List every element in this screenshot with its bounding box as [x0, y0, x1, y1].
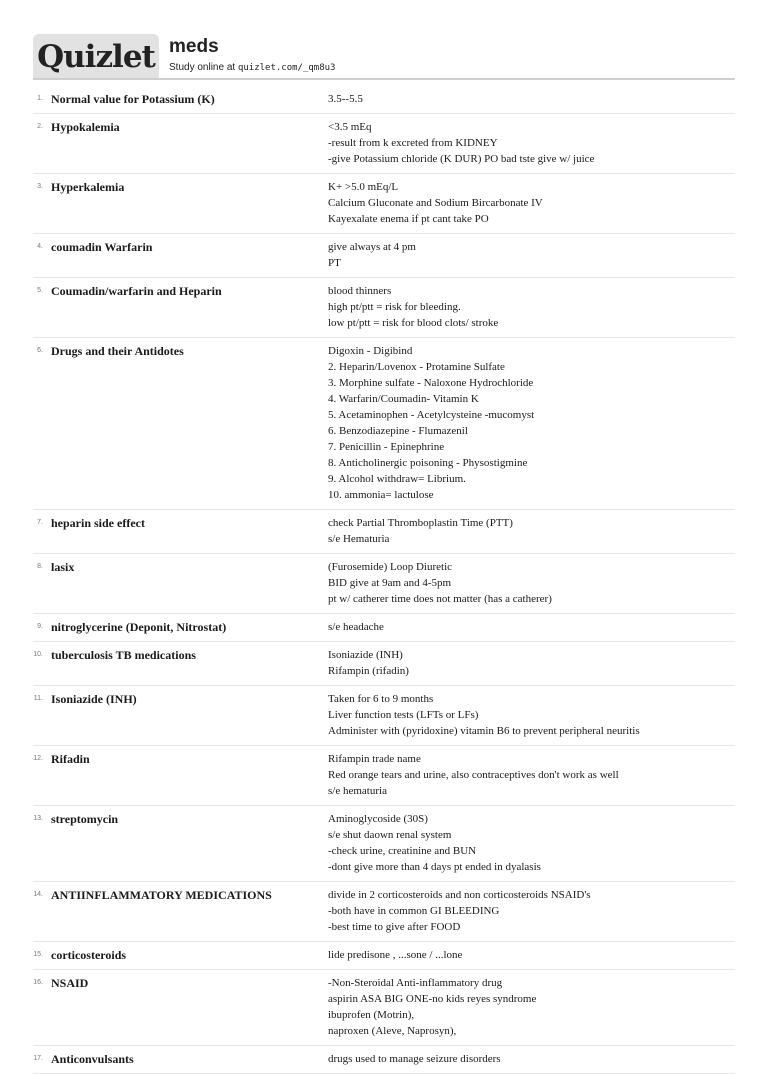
set-title: meds — [169, 36, 219, 57]
definition-line: -check urine, creatinine and BUN — [328, 845, 477, 857]
definition-line: 10. ammonia= lactulose — [328, 489, 434, 501]
flashcard-row — [33, 114, 735, 174]
definition-line: low pt/ptt = risk for blood clots/ stroke — [328, 317, 499, 329]
flashcard-row — [33, 614, 735, 642]
card-term: Drugs and their Antidotes — [51, 344, 184, 358]
card-term: Normal value for Potassium (K) — [51, 92, 215, 106]
definition-line: Administer with (pyridoxine) vitamin B6 to prevent peripheral neuritis — [328, 725, 640, 737]
card-definition — [328, 975, 735, 1039]
definition-line: blood thinners — [328, 285, 392, 297]
quizlet-logo[interactable]: Quizlet — [33, 34, 159, 79]
definition-line: PT — [328, 257, 341, 269]
definition-line: 8. Anticholinergic poisoning - Physostigmine — [328, 457, 528, 469]
card-number: 13. — [33, 815, 43, 822]
card-number: 3. — [37, 183, 43, 190]
flashcard-row — [33, 510, 735, 554]
definition-line: Digoxin - Digibind — [328, 345, 413, 357]
card-number: 14. — [33, 891, 43, 898]
flashcard-row — [33, 642, 735, 686]
card-definition — [328, 619, 735, 635]
card-number: 7. — [37, 519, 43, 526]
subtitle-prefix: Study online at — [169, 62, 238, 73]
flashcard-row — [33, 234, 735, 278]
card-definition — [328, 887, 735, 935]
card-number: 6. — [37, 347, 43, 354]
flashcard-row — [33, 278, 735, 338]
definition-line: s/e shut daown renal system — [328, 829, 452, 841]
definition-line: high pt/ptt = risk for bleeding. — [328, 301, 461, 313]
definition-line: 5. Acetaminophen - Acetylcysteine -mucomyst — [328, 409, 535, 421]
card-number: 11. — [33, 695, 43, 702]
definition-line: Isoniazide (INH) — [328, 649, 403, 661]
definition-line: K+ >5.0 mEq/L — [328, 181, 399, 193]
definition-line: 9. Alcohol withdraw= Librium. — [328, 473, 466, 485]
definition-line: naproxen (Aleve, Naprosyn), — [328, 1025, 457, 1037]
definition-line: -result from k excreted from KIDNEY — [328, 137, 498, 149]
card-term: coumadin Warfarin — [51, 240, 153, 254]
definition-line: Calcium Gluconate and Sodium Bircarbonate IV — [328, 197, 543, 209]
card-term: lasix — [51, 560, 75, 574]
flashcard-list — [33, 86, 735, 1074]
definition-line: s/e hematuria — [328, 785, 387, 797]
flashcard-row — [33, 970, 735, 1046]
definition-line: 3.5--5.5 — [328, 93, 363, 105]
card-number: 15. — [33, 951, 43, 958]
card-term: Anticonvulsants — [51, 1052, 134, 1066]
card-number: 9. — [37, 623, 43, 630]
definition-line: Rifampin trade name — [328, 753, 421, 765]
card-term: tuberculosis TB medications — [51, 648, 196, 662]
set-url-link[interactable]: quizlet.com/_qm8u3 — [237, 63, 336, 73]
flashcard-row — [33, 338, 735, 510]
card-number: 8. — [37, 563, 43, 570]
card-definition — [328, 283, 735, 331]
card-definition — [328, 751, 735, 799]
card-term: Isoniazide (INH) — [51, 692, 137, 706]
card-definition — [328, 559, 735, 607]
card-term: nitroglycerine (Deponit, Nitrostat) — [51, 620, 227, 634]
definition-line: 6. Benzodiazepine - Flumazenil — [328, 425, 468, 437]
definition-line: divide in 2 corticosteroids and non corticosteroids NSAID's — [328, 889, 591, 901]
card-number: 17. — [33, 1055, 43, 1062]
card-definition — [328, 343, 735, 503]
definition-line: s/e Hematuria — [328, 533, 390, 545]
definition-line: -both have in common GI BLEEDING — [328, 905, 500, 917]
definition-line: (Furosemide) Loop Diuretic — [328, 561, 453, 573]
definition-line: drugs used to manage seizure disorders — [328, 1053, 501, 1065]
definition-line: Liver function tests (LFTs or LFs) — [328, 709, 479, 721]
card-definition — [328, 691, 735, 739]
card-number: 10. — [33, 651, 43, 658]
card-term: NSAID — [51, 976, 89, 990]
card-definition — [328, 239, 735, 271]
card-term: corticosteroids — [51, 948, 127, 962]
flashcard-row — [33, 686, 735, 746]
card-definition — [328, 91, 735, 107]
flashcard-row — [33, 174, 735, 234]
card-definition — [328, 179, 735, 227]
definition-line: pt w/ catherer time does not matter (has a catherer) — [328, 593, 552, 605]
flashcard-row — [33, 86, 735, 114]
definition-line: BID give at 9am and 4-5pm — [328, 577, 452, 589]
flashcard-row — [33, 746, 735, 806]
definition-line: 4. Warfarin/Coumadin- Vitamin K — [328, 393, 479, 405]
card-number: 2. — [37, 123, 43, 130]
card-definition — [328, 119, 735, 167]
page-header — [33, 34, 735, 79]
card-term: Rifadin — [51, 752, 90, 766]
card-number: 4. — [37, 243, 43, 250]
card-definition — [328, 947, 735, 963]
definition-line: 2. Heparin/Lovenox - Protamine Sulfate — [328, 361, 505, 373]
definition-line: check Partial Thromboplastin Time (PTT) — [328, 517, 513, 529]
definition-line: Aminoglycoside (30S) — [328, 813, 428, 825]
set-subtitle — [169, 62, 335, 73]
card-definition — [328, 647, 735, 679]
definition-line: <3.5 mEq — [328, 121, 372, 133]
flashcard-row — [33, 806, 735, 882]
definition-line: Red orange tears and urine, also contraceptives don't work as well — [328, 769, 619, 781]
header-divider — [33, 78, 735, 80]
definition-line: -dont give more than 4 days pt ended in dyalasis — [328, 861, 541, 873]
card-term: streptomycin — [51, 812, 119, 826]
card-number: 5. — [37, 287, 43, 294]
card-term: Hypokalemia — [51, 120, 120, 134]
card-number: 12. — [33, 755, 43, 762]
definition-line: -give Potassium chloride (K DUR) PO bad tste give w/ juice — [328, 153, 595, 165]
card-definition — [328, 811, 735, 875]
definition-line: give always at 4 pm — [328, 241, 416, 253]
card-term: ANTIINFLAMMATORY MEDICATIONS — [51, 888, 272, 902]
flashcard-row — [33, 942, 735, 970]
definition-line: s/e headache — [328, 621, 384, 633]
definition-line: 7. Penicillin - Epinephrine — [328, 441, 445, 453]
card-term: heparin side effect — [51, 516, 145, 530]
definition-line: aspirin ASA BIG ONE-no kids reyes syndrome — [328, 993, 537, 1005]
definition-line: lide predisone , ...sone / ...lone — [328, 949, 463, 961]
card-term: Hyperkalemia — [51, 180, 125, 194]
definition-line: -best time to give after FOOD — [328, 921, 461, 933]
definition-line: -Non-Steroidal Anti-inflammatory drug — [328, 977, 503, 989]
definition-line: ibuprofen (Motrin), — [328, 1009, 415, 1021]
flashcard-row — [33, 1046, 735, 1074]
definition-line: 3. Morphine sulfate - Naloxone Hydrochloride — [328, 377, 534, 389]
definition-line: Rifampin (rifadin) — [328, 665, 409, 677]
card-definition — [328, 515, 735, 547]
card-term: Coumadin/warfarin and Heparin — [51, 284, 222, 298]
flashcard-row — [33, 554, 735, 614]
flashcard-row — [33, 882, 735, 942]
card-number: 16. — [33, 979, 43, 986]
definition-line: Kayexalate enema if pt cant take PO — [328, 213, 489, 225]
definition-line: Taken for 6 to 9 months — [328, 693, 434, 705]
card-definition — [328, 1051, 735, 1067]
card-number: 1. — [37, 95, 43, 102]
